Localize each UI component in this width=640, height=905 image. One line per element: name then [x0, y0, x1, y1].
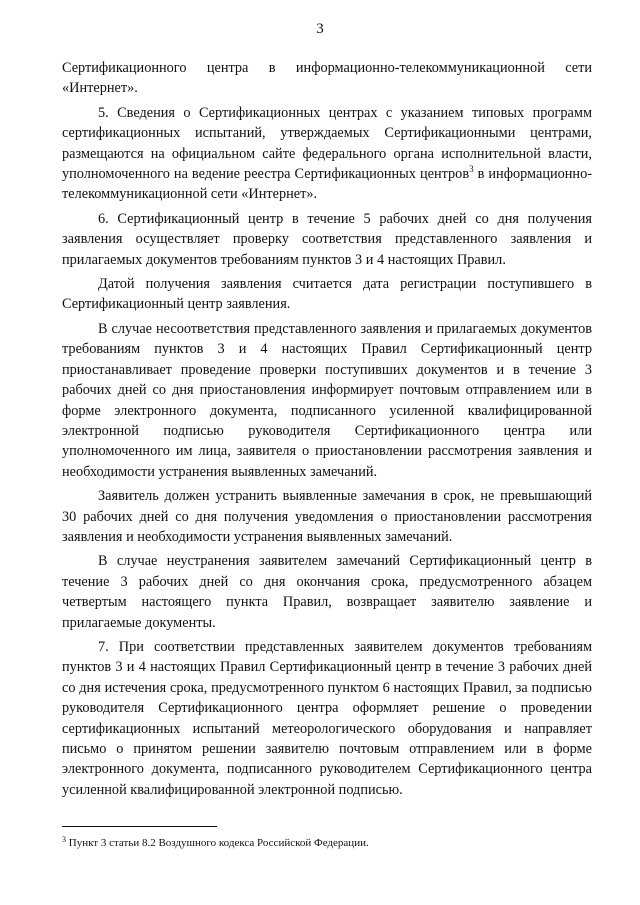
paragraph-item-7: 7. При соответствии представленных заявителем документов требованиям пунктов 3 и 4 настоящих Правил Сертификационный центр в течение 3 рабочих дней со дня истечения срока, предусмотренного пунктом 6 настоящих Правил, за подписью руководителя Сертификационного центра оформляет решение о проведении сертификационных испытаний метеорологического оборудования и направляет письмо о принятом решении заявителю почтовым отправлением или в форме электронного документа, подписанного руководителем Сертификационного центра усиленной квалифицированной электронной подписью.: [62, 638, 592, 798]
page-number: 3: [316, 21, 324, 37]
paragraph-continuation: Сертификационного центра в информационно-телекоммуникационной сети «Интернет».: [62, 60, 592, 97]
paragraph-item-5: [62, 103, 592, 205]
footnote-text: Пункт 3 статьи 8.2 Воздушного кодекса Российской Федерации.: [66, 837, 369, 849]
footnote-divider: [62, 826, 217, 827]
footnote-reference: 3: [469, 164, 474, 175]
footnote-mark: 3: [62, 835, 66, 844]
paragraph-applicant-deadline: Заявитель должен устранить выявленные замечания в срок, не превышающий 30 рабочих дней со дня получения уведомления о приостановлении рассмотрения заявления и необходимости устранения выявленных замечаний.: [62, 488, 592, 545]
paragraph-return-documents: В случае неустранения заявителем замечаний Сертификационный центр в течение 3 рабочих дней со дня окончания срока, предусмотренного абзацем четвертым настоящего пункта Правил, возвращает заявителю заявление и прилагаемые документы.: [62, 553, 592, 631]
footnote: [62, 836, 592, 850]
paragraph-receipt-date: Датой получения заявления считается дата регистрации поступившего в Сертификационный центр заявления.: [62, 276, 592, 313]
document-body: [62, 58, 592, 800]
paragraph-item-5-text: 5. Сведения о Сертификационных центрах с указанием типовых программ сертификационных испытаний, утверждаемых Сертификационными центрами, размещаются на официальном сайте федерального органа исполнительной власти, уполномоченного на ведение реестра Сертификационных центров: [62, 104, 592, 183]
paragraph-item-6: 6. Сертификационный центр в течение 5 рабочих дней со дня получения заявления осуществляет проверку соответствия представленного заявления и прилагаемых документов требованиям пунктов 3 и 4 настоящих Правил.: [62, 210, 592, 268]
paragraph-item-5-text-end: в информационно-телекоммуникационной сети «Интернет».: [62, 166, 592, 203]
paragraph-nonconformity: В случае несоответствия представленного заявления и прилагаемых документов требованиям пунктов 3 и 4 настоящих Правил Сертификационный центр приостанавливает проведение проверки поступивших документов и в течение 3 рабочих дней со дня приостановления информирует почтовым отправлением или в форме электронного документа, подписанного усиленной квалифицированной электронной подписью руководителя Сертификационного центра или уполномоченного им лица, заявителя о приостановлении рассмотрения заявления и необходимости устранения выявленных замечаний.: [62, 320, 592, 480]
